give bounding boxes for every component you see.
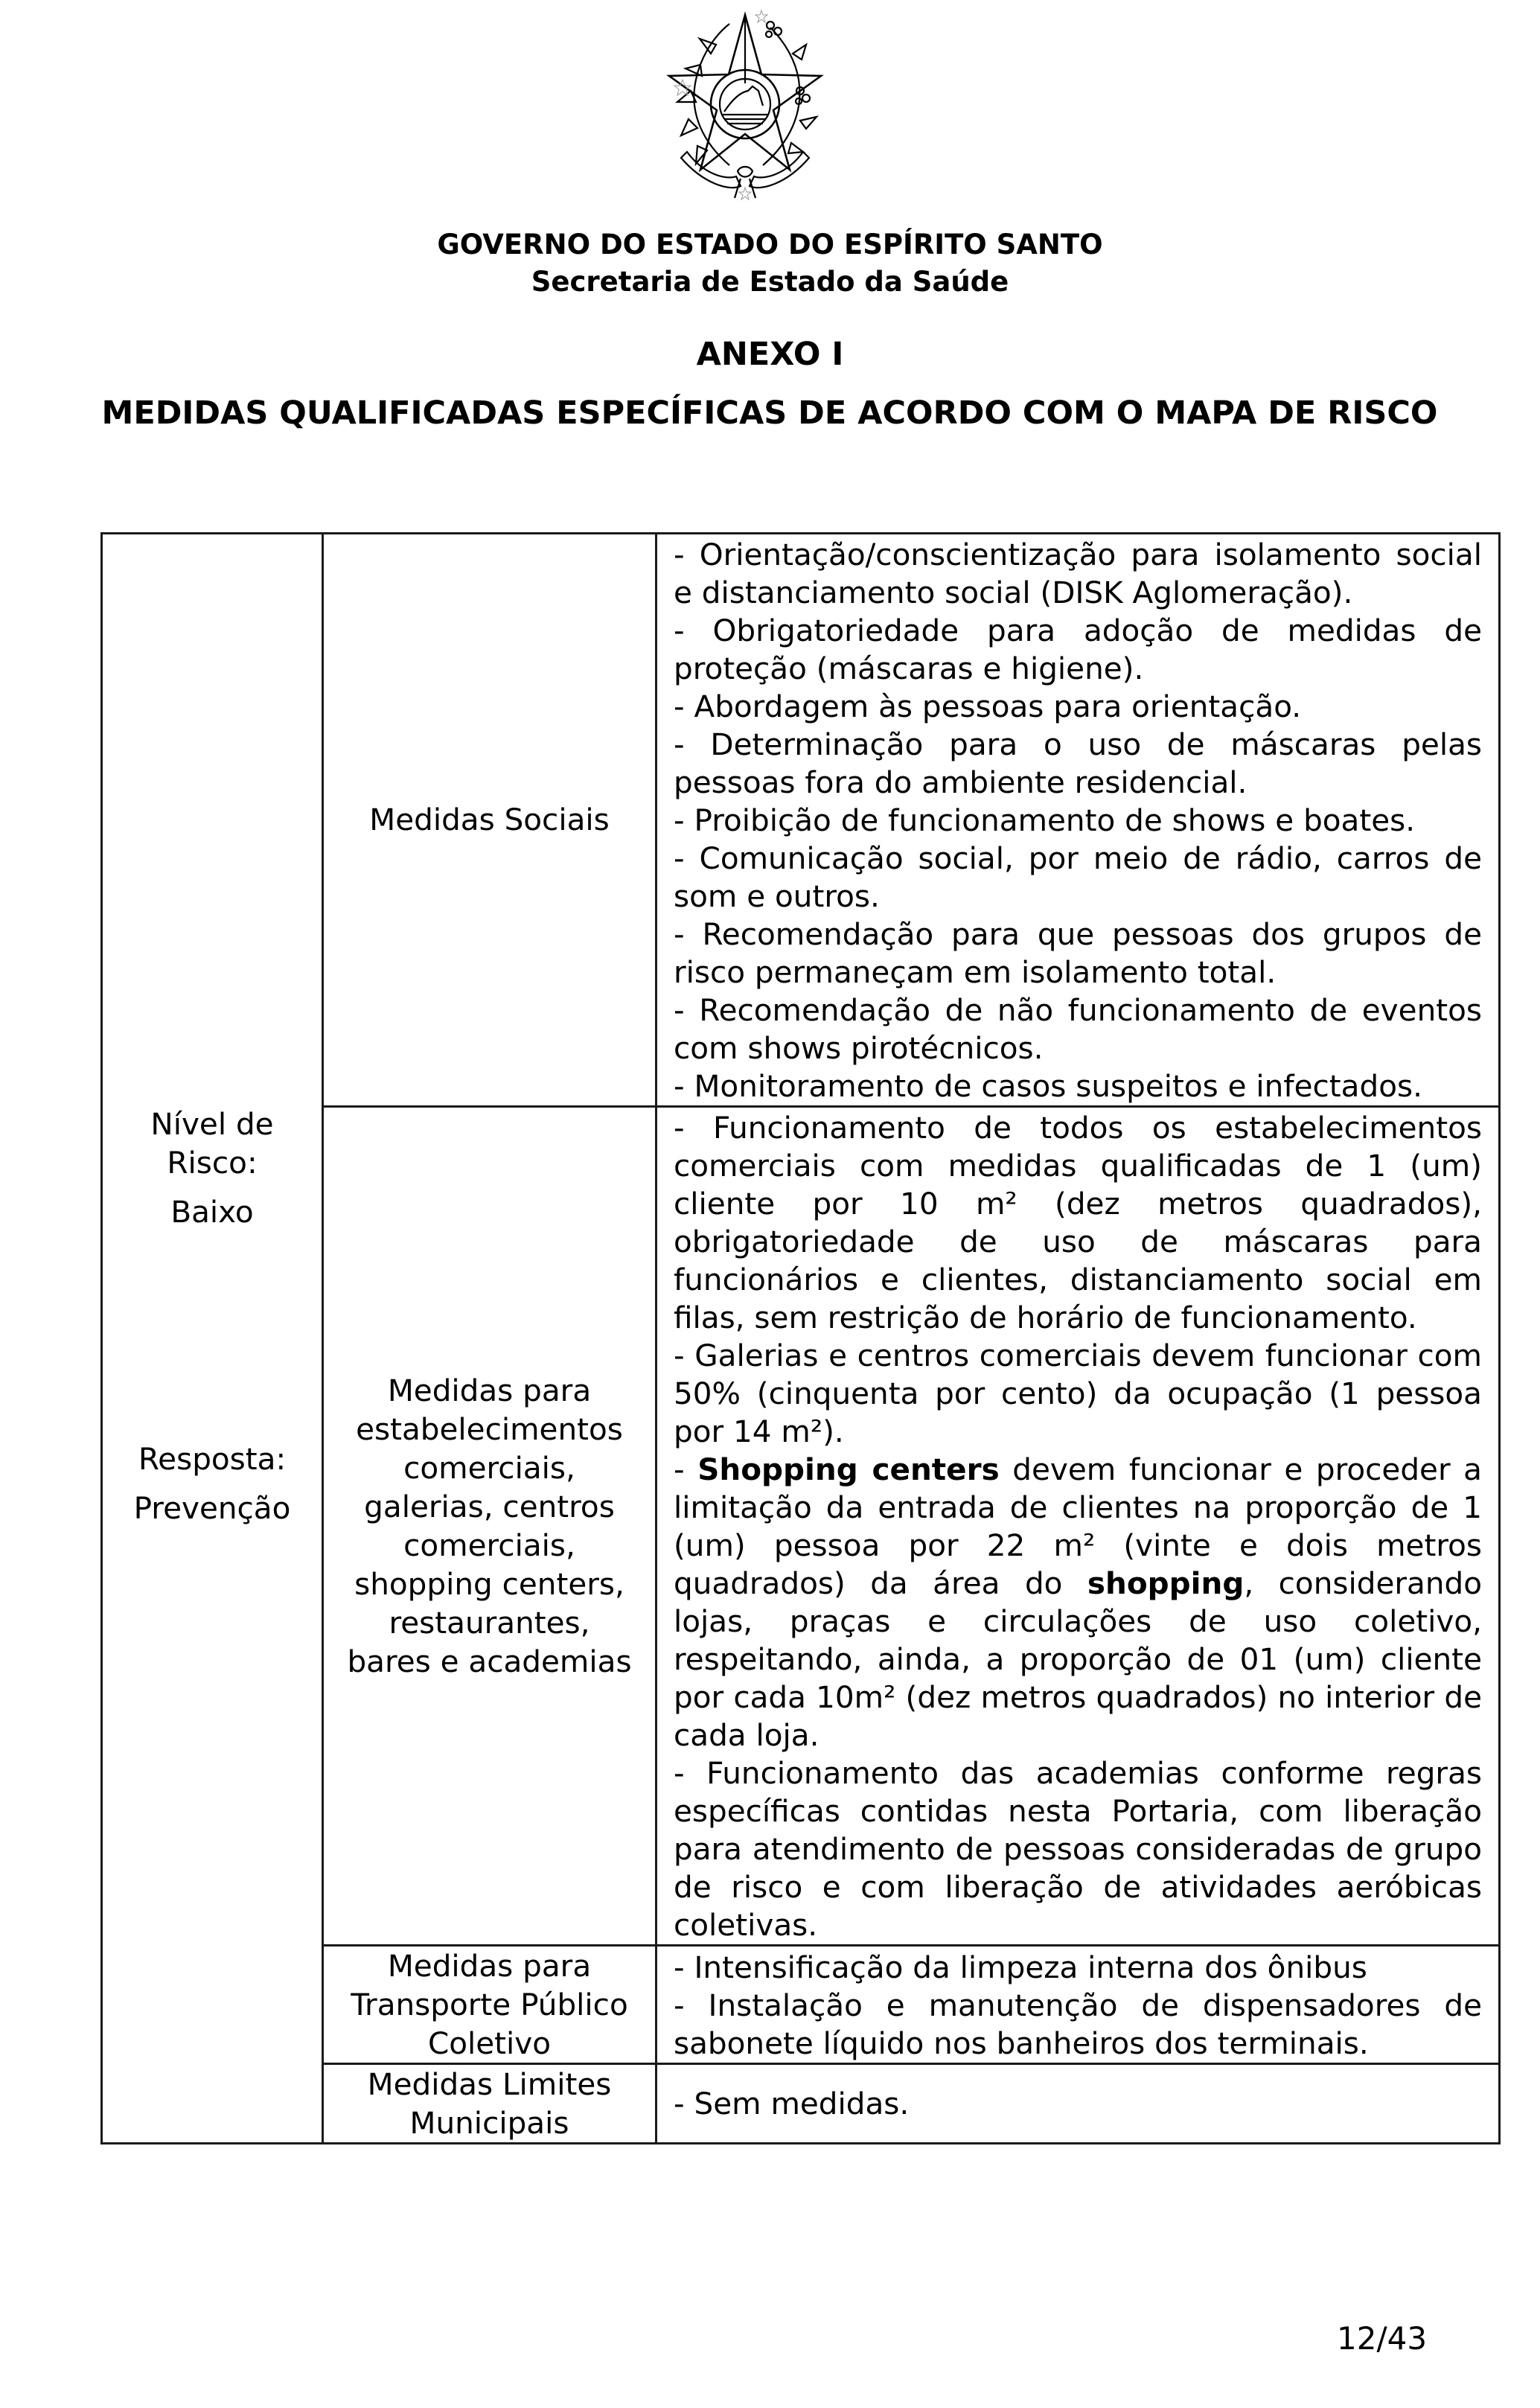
measure-item: - Orientação/conscientização para isolamento social e distanciamento social (DISK Aglomeração). [674, 537, 1482, 610]
measure-item: - Funcionamento das academias conforme regras específicas contidas nesta Portaria, com liberação para atendimento de pessoas consideradas de grupo de risco e com liberação de atividades aeróbicas coletivas. [674, 1755, 1482, 1943]
measure-item: - Instalação e manutenção de dispensadores de sabonete líquido nos banheiros dos terminais. [674, 1987, 1482, 2061]
measure-item: - Recomendação para que pessoas dos grupos de risco permaneçam em isolamento total. [674, 916, 1482, 990]
measure-item: - Intensificação da limpeza interna dos ônibus [674, 1949, 1367, 1985]
emphasis-shopping-centers: Shopping centers [697, 1451, 1000, 1487]
category-line: bares e academias [347, 1644, 632, 1679]
measures-cell [656, 534, 1500, 1107]
measure-text: devem funcionar e proceder a limitação da entrada de clientes na proporção de 1 (um) pessoa por 22 m² (vinte e dois metros quadrados) da área do [674, 1451, 1482, 1601]
category-line: estabelecimentos [356, 1411, 623, 1447]
category-line: shopping centers, [354, 1566, 624, 1602]
state-coat-of-arms-icon [659, 9, 831, 204]
measure-dash: - [674, 1451, 698, 1487]
measure-item: - Recomendação de não funcionamento de eventos com shows pirotécnicos. [674, 992, 1482, 1066]
measure-item: - Abordagem às pessoas para orientação. [674, 689, 1302, 724]
category-cell [323, 1946, 656, 2064]
government-name: GOVERNO DO ESTADO DO ESPÍRITO SANTO [437, 229, 1103, 261]
category-line: Medidas para [387, 1948, 592, 1984]
measure-item: - Monitoramento de casos suspeitos e infectados. [674, 1068, 1422, 1104]
measure-item: - Determinação para o uso de máscaras pelas pessoas fora do ambiente residencial. [674, 726, 1482, 800]
emphasis-shopping: shopping [1087, 1565, 1245, 1601]
measure-item: - Funcionamento de todos os estabelecimentos comerciais com medidas qualificadas de 1 (um) cliente por 10 m² (dez metros quadrados), obrigatoriedade de uso de máscaras para funcionários e clientes, distanciamento social em filas, sem restrição de horário de funcionamento. [674, 1110, 1482, 1335]
risk-level-cell [102, 534, 323, 2144]
measures-cell [656, 2064, 1500, 2144]
measure-item: - Comunicação social, por meio de rádio, carros de som e outros. [674, 840, 1482, 914]
measures-cell [656, 1107, 1500, 1946]
response-label: Resposta: [138, 1440, 287, 1477]
category-line: restaurantes, [389, 1605, 590, 1641]
category-line: Medidas para [387, 1373, 592, 1408]
category-cell [323, 1107, 656, 1946]
category-line: comerciais, [403, 1527, 575, 1563]
risk-measures-table [100, 532, 1501, 2144]
risk-level-label-2: Risco: [167, 1144, 258, 1181]
measure-item: - Sem medidas. [674, 2085, 910, 2121]
category-line: Medidas Limites [367, 2066, 612, 2102]
measure-item: - Proibição de funcionamento de shows e boates. [674, 802, 1416, 838]
measure-item: - Obrigatoriedade para adoção de medidas de proteção (máscaras e higiene). [674, 613, 1482, 686]
table-row-social [102, 534, 1500, 1107]
secretariat-name: Secretaria de Estado da Saúde [531, 266, 1009, 298]
category-cell: Medidas Sociais [323, 534, 656, 1107]
document-title: MEDIDAS QUALIFICADAS ESPECÍFICAS DE ACORDO COM O MAPA DE RISCO [101, 395, 1438, 432]
category-line: comerciais, [403, 1450, 575, 1486]
category-line: Municipais [409, 2105, 569, 2141]
page-number: 12/43 [1337, 2320, 1428, 2357]
response-value: Prevenção [133, 1489, 291, 1526]
category-line: Coletivo [427, 2025, 552, 2061]
category-cell [323, 2064, 656, 2144]
measure-item: - Galerias e centros comerciais devem funcionar com 50% (cinquenta por cento) da ocupação (1 pessoa por 14 m²). [674, 1338, 1482, 1449]
measure-text: , considerando lojas, praças e circulações de uso coletivo, respeitando, ainda, a proporção de 01 (um) cliente por cada 10m² (dez metros quadrados) no interior de cada loja. [674, 1565, 1482, 1753]
measure-item-shopping [674, 1451, 1482, 1754]
category-line: Transporte Público [351, 1987, 628, 2022]
measures-cell [656, 1946, 1500, 2064]
annex-heading: ANEXO I [696, 336, 844, 373]
category-line: galerias, centros [364, 1489, 615, 1524]
risk-level-label: Nível de [150, 1105, 274, 1142]
risk-level-value: Baixo [170, 1193, 254, 1230]
